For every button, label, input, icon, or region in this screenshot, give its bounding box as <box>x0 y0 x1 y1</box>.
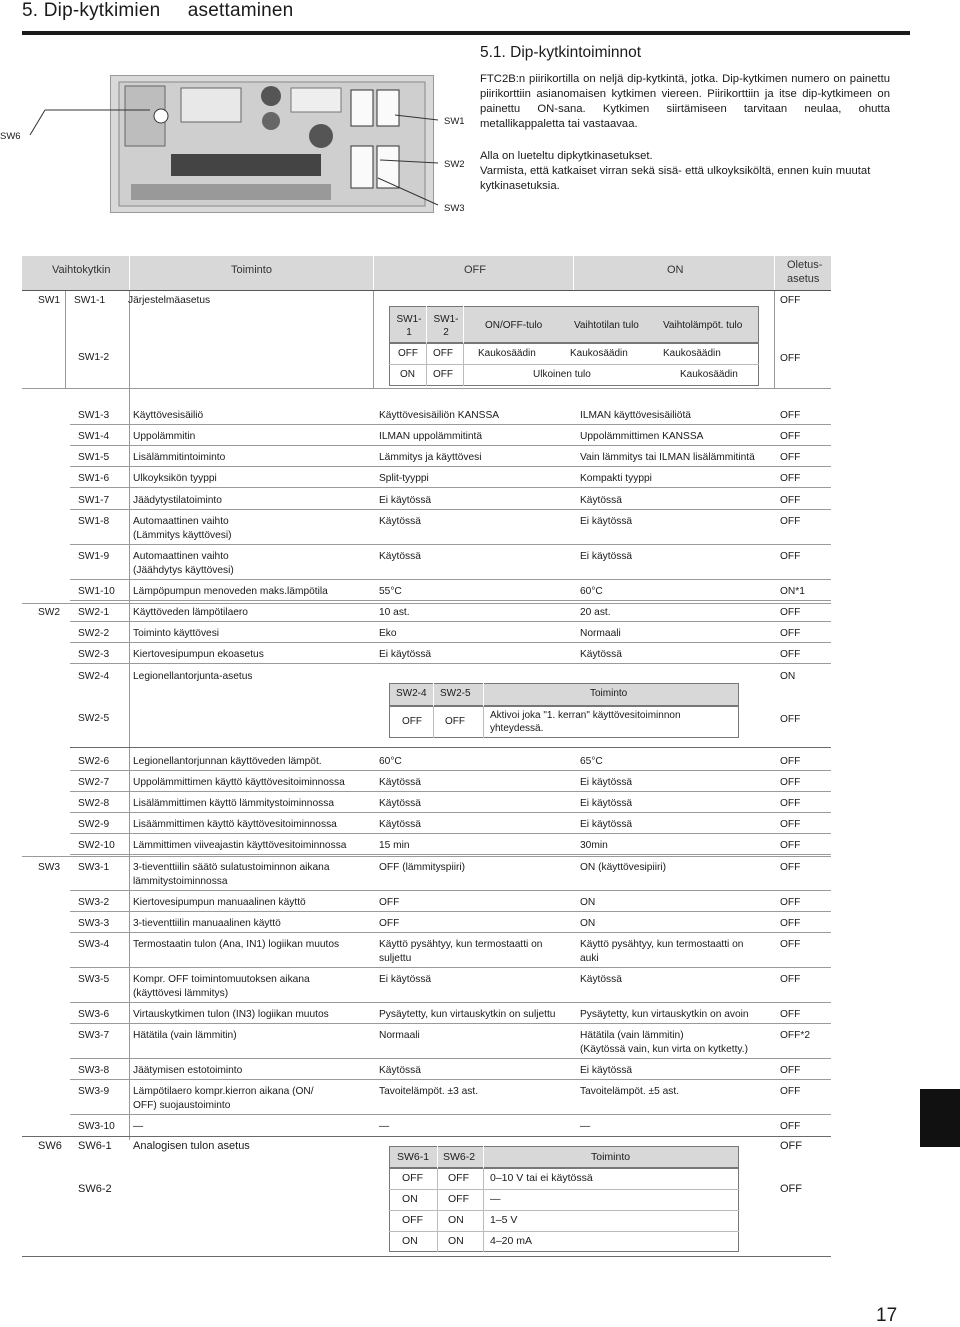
off-value: Käyttö pysähtyy, kun termostaatti on <box>379 939 543 950</box>
sub-h1: SW2-4 <box>396 688 427 699</box>
on-value: 30min <box>580 840 608 851</box>
default-value: OFF <box>780 551 801 562</box>
row-divider <box>70 833 831 834</box>
off-value: Eko <box>379 628 397 639</box>
switch-name: Uppolämmitin <box>133 431 196 442</box>
row-divider <box>70 854 831 855</box>
switch-name: Lämpötilaero kompr.kierron aikana (ON/ <box>133 1086 314 1097</box>
sub-c2: OFF <box>448 1193 469 1205</box>
sub-c2: OFF <box>448 1172 469 1184</box>
on-value: ILMAN käyttövesisäiliötä <box>580 410 691 421</box>
row-divider <box>70 932 831 933</box>
sub-h3: Toiminto <box>591 1151 631 1163</box>
sub-c1: ON <box>402 1193 418 1205</box>
default-value: OFF <box>780 516 801 527</box>
on-value: 65°C <box>580 756 603 767</box>
switch-id: SW3-5 <box>78 974 110 985</box>
switch-id: SW2-8 <box>78 798 110 809</box>
off-value: OFF (lämmityspiiri) <box>379 862 466 873</box>
row-divider <box>70 424 831 425</box>
switch-name: Analogisen tulon asetus <box>133 1140 250 1152</box>
switch-id: SW1-1 <box>74 295 106 306</box>
switch-id: SW1-7 <box>78 495 110 506</box>
switch-name: Kiertovesipumpun manuaalinen käyttö <box>133 897 306 908</box>
sub-c3: 4–20 mA <box>490 1235 533 1247</box>
label-sw6: SW6 <box>0 131 21 142</box>
row-divider <box>70 1079 831 1080</box>
row-divider <box>70 600 831 601</box>
switch-id: SW1-10 <box>78 586 115 597</box>
on-value: ON <box>580 918 596 929</box>
on-value: Vain lämmitys tai ILMAN lisälämmitintä <box>580 452 755 463</box>
default-value: OFF <box>780 862 801 873</box>
off-value: Ei käytössä <box>379 495 432 506</box>
on-value: Ei käytössä <box>580 1065 633 1076</box>
sub-r2c4: Kaukosäädin <box>680 369 738 380</box>
switch-id: SW2-5 <box>78 713 110 724</box>
sub-h3: Toiminto <box>590 688 628 699</box>
on-value: Ei käytössä <box>580 777 633 788</box>
switch-name: — <box>133 1121 144 1132</box>
switch-id: SW3-4 <box>78 939 110 950</box>
default-value: OFF <box>780 607 801 618</box>
switch-default: OFF <box>780 1183 802 1195</box>
switch-id: SW1-4 <box>78 431 110 442</box>
default-value: OFF <box>780 1065 801 1076</box>
on-value: Pysäytetty, kun virtauskytkin on avoin <box>580 1009 749 1020</box>
sub-c3: 1–5 V <box>490 1214 518 1226</box>
row-divider <box>70 812 831 813</box>
section-title: Dip-kytkimien asettaminen <box>43 0 294 21</box>
row-divider <box>70 621 831 622</box>
intro-paragraph-1: FTC2B:n piirikortilla on neljä dip-kytkintä, jotka. Dip-kytkimen numero on painettu piirikorttiin asianomaisen kytkimen viereen. Piirikorttiin ja itse dip-kytkimeen on painettu ON-sana. Kytkimen siirtämiseen tarvitaan neulaa, ohutta metallikappaletta tai vastaavaa. <box>480 73 890 130</box>
off-value: Tavoitelämpöt. ±3 ast. <box>379 1086 479 1097</box>
switch-name-line2: (Lämmitys käyttövesi) <box>133 530 232 541</box>
row-divider <box>70 663 831 664</box>
switch-id: SW2-3 <box>78 649 110 660</box>
switch-name: 3-tieventtiilin manuaalinen käyttö <box>133 918 281 929</box>
off-value-line2: suljettu <box>379 953 412 964</box>
on-value: Tavoitelämpöt. ±5 ast. <box>580 1086 680 1097</box>
switch-default: OFF <box>780 714 801 725</box>
switch-id: SW1-8 <box>78 516 110 527</box>
switch-id: SW1-3 <box>78 410 110 421</box>
switch-id: SW3-9 <box>78 1086 110 1097</box>
row-divider <box>22 603 831 604</box>
default-value: OFF <box>780 974 801 985</box>
off-value: Ei käytössä <box>379 649 432 660</box>
on-value: Käytössä <box>580 649 622 660</box>
switch-id: SW3-7 <box>78 1030 110 1041</box>
row-divider <box>70 487 831 488</box>
row-divider <box>70 890 831 891</box>
switch-id: SW6-1 <box>78 1140 112 1152</box>
sub-r2c1: ON <box>400 369 415 380</box>
chapter-tab <box>920 1089 960 1147</box>
sub-c1: OFF <box>402 1172 423 1184</box>
header-vaihtokytkin: Vaihtokytkin <box>52 264 111 276</box>
on-value: Käyttö pysähtyy, kun termostaatti on <box>580 939 744 950</box>
group-sw1: SW1 <box>38 295 61 306</box>
switch-id: SW1-6 <box>78 473 110 484</box>
header-oletusasetus: Oletus- asetus <box>787 259 823 285</box>
switch-default: OFF <box>780 353 801 364</box>
switch-name: Hätätila (vain lämmitin) <box>133 1030 237 1041</box>
row-divider <box>70 579 831 580</box>
sub-v1: OFF <box>402 716 422 727</box>
on-value-line2: (Käytössä vain, kun virta on kytketty.) <box>580 1044 748 1055</box>
default-value: OFF <box>780 840 801 851</box>
sub-v3: Aktivoi joka "1. kerran" käyttövesitoiminnon yhteydessä. <box>490 710 681 734</box>
switch-id: SW2-4 <box>78 671 110 682</box>
switch-name: Jäätymisen estotoiminto <box>133 1065 243 1076</box>
switch-id: SW2-2 <box>78 628 110 639</box>
row-divider <box>70 911 831 912</box>
on-value: Uppolämmittimen KANSSA <box>580 431 704 442</box>
switch-name: Ulkoyksikön tyyppi <box>133 473 217 484</box>
sub-c2: ON <box>448 1214 464 1226</box>
on-value: Käytössä <box>580 495 622 506</box>
sub-h1: SW1- 1 <box>396 314 422 338</box>
default-value: OFF <box>780 649 801 660</box>
row-divider <box>389 1210 739 1211</box>
switch-name: Lisälämmitintoiminto <box>133 452 226 463</box>
page-number: 17 <box>876 1305 898 1326</box>
row-divider <box>70 544 831 545</box>
default-value: OFF <box>780 897 801 908</box>
default-value: OFF <box>780 495 801 506</box>
section-number: 5. <box>22 0 39 21</box>
sub-r1c5: Kaukosäädin <box>663 348 721 359</box>
label-sw1: SW1 <box>444 116 465 127</box>
on-value: ON <box>580 897 596 908</box>
switch-default: OFF <box>780 295 801 306</box>
sub-c2: ON <box>448 1235 464 1247</box>
off-value: Käytössä <box>379 516 421 527</box>
on-value: Ei käytössä <box>580 819 633 830</box>
sub-c3: 0–10 V tai ei käytössä <box>490 1172 593 1184</box>
switch-name: Käyttövesisäiliö <box>133 410 204 421</box>
on-value: Ei käytössä <box>580 551 633 562</box>
off-value: Split-tyyppi <box>379 473 429 484</box>
subtable-sw6-header <box>389 1146 739 1168</box>
switch-group: SW3 <box>38 862 61 873</box>
on-value: Normaali <box>580 628 621 639</box>
row-divider <box>70 1023 831 1024</box>
sub-h4: Vaihtotilan tulo <box>574 320 639 331</box>
sub-c3: — <box>490 1193 501 1205</box>
default-value: OFF <box>780 1086 801 1097</box>
row-divider <box>70 1002 831 1003</box>
switch-name: Automaattinen vaihto <box>133 516 229 527</box>
row-divider <box>70 1114 831 1115</box>
on-value: Ei käytössä <box>580 516 633 527</box>
table-header <box>22 256 831 290</box>
switch-id: SW2-9 <box>78 819 110 830</box>
off-value: Käytössä <box>379 551 421 562</box>
group-sw6: SW6 <box>38 1140 62 1152</box>
switch-group: SW2 <box>38 607 61 618</box>
on-value: — <box>580 1121 591 1132</box>
row-divider <box>389 1231 739 1232</box>
off-value: ILMAN uppolämmitintä <box>379 431 483 442</box>
sub-r1c3: Kaukosäädin <box>478 348 536 359</box>
on-value: 20 ast. <box>580 607 611 618</box>
sub-h1: SW6-1 <box>397 1151 430 1163</box>
switch-name: Lämmittimen viiveajastin käyttövesitoiminnossa <box>133 840 347 851</box>
switch-name-line2: lämmitystoiminnossa <box>133 876 228 887</box>
switch-id: SW1-5 <box>78 452 110 463</box>
switch-id: SW2-1 <box>78 607 110 618</box>
switch-id: SW3-10 <box>78 1121 115 1132</box>
default-value: OFF <box>780 777 801 788</box>
off-value: 15 min <box>379 840 410 851</box>
default-value: OFF <box>780 1121 801 1132</box>
switch-name: Kompr. OFF toimintomuutoksen aikana <box>133 974 310 985</box>
switch-name: Legionellantorjunta-asetus <box>133 671 253 682</box>
off-value: Normaali <box>379 1030 420 1041</box>
row-divider <box>70 791 831 792</box>
switch-name-line2: (käyttövesi lämmitys) <box>133 988 229 999</box>
switch-name: Järjestelmäasetus <box>128 295 211 306</box>
switch-name: Termostaatin tulon (Ana, IN1) logiikan muutos <box>133 939 340 950</box>
off-value: Lämmitys ja käyttövesi <box>379 452 482 463</box>
sub-r1c2: OFF <box>433 348 453 359</box>
sub-r1c4: Kaukosäädin <box>570 348 628 359</box>
switch-id: SW3-8 <box>78 1065 110 1076</box>
default-value: OFF <box>780 628 801 639</box>
off-value: Käytössä <box>379 777 421 788</box>
switch-id: SW3-2 <box>78 897 110 908</box>
on-value: Hätätila (vain lämmitin) <box>580 1030 684 1041</box>
switch-name: Uppolämmittimen käyttö käyttövesitoiminnossa <box>133 777 345 788</box>
off-value: 55°C <box>379 586 402 597</box>
off-value: Käytössä <box>379 819 421 830</box>
on-value: 60°C <box>580 586 603 597</box>
default-value: OFF <box>780 819 801 830</box>
sub-h2: SW1- 2 <box>433 314 459 338</box>
switch-name: Käyttöveden lämpötilaero <box>133 607 248 618</box>
off-value: — <box>379 1121 390 1132</box>
switch-name-line2: (Jäähdytys käyttövesi) <box>133 565 234 576</box>
on-value-line2: auki <box>580 953 599 964</box>
label-sw2: SW2 <box>444 159 465 170</box>
switch-id: SW1-9 <box>78 551 110 562</box>
header-off: OFF <box>464 264 486 276</box>
switch-id: SW2-10 <box>78 840 115 851</box>
switch-name: Lisäämmittimen käyttö käyttövesitoiminnossa <box>133 819 337 830</box>
switch-name: Toiminto käyttövesi <box>133 628 220 639</box>
default-value: OFF <box>780 918 801 929</box>
switch-name-line2: OFF) suojaustoiminto <box>133 1100 231 1111</box>
switch-id: SW3-1 <box>78 862 110 873</box>
row-divider <box>70 1058 831 1059</box>
switch-name: Lisälämmittimen käyttö lämmitystoiminnossa <box>133 798 334 809</box>
switch-id: SW3-6 <box>78 1009 110 1020</box>
row-divider <box>70 445 831 446</box>
switch-name: 3-tieventtiilin säätö sulatustoiminnon aikana <box>133 862 330 873</box>
row-divider <box>22 856 831 857</box>
default-value: OFF <box>780 756 801 767</box>
off-value: OFF <box>379 918 400 929</box>
sub-h2: SW6-2 <box>443 1151 476 1163</box>
switch-id: SW6-2 <box>78 1183 112 1195</box>
on-value: Kompakti tyyppi <box>580 473 652 484</box>
switch-default: OFF <box>780 1140 802 1152</box>
switch-name: Legionellantorjunnan käyttöveden lämpöt. <box>133 756 322 767</box>
header-on: ON <box>667 264 684 276</box>
row-divider <box>70 509 831 510</box>
intro-paragraph-2: Alla on lueteltu dipkytkinasetukset. Varmista, että katkaiset virran sekä sisä- että ulkoyksiköltä, ennen kuin muutat kytkinasetuksia. <box>480 150 871 192</box>
switch-name: Lämpöpumpun menoveden maks.lämpötila <box>133 586 328 597</box>
default-value: OFF <box>780 473 801 484</box>
switch-name: Virtauskytkimen tulon (IN3) logiikan muutos <box>133 1009 329 1020</box>
default-value: OFF <box>780 452 801 463</box>
sub-c1: ON <box>402 1235 418 1247</box>
default-value: OFF*2 <box>780 1030 811 1041</box>
switch-id: SW1-2 <box>78 352 110 363</box>
default-value: OFF <box>780 431 801 442</box>
sub-h5: Vaihtolämpöt. tulo <box>663 320 743 331</box>
switch-id: SW2-7 <box>78 777 110 788</box>
switch-id: SW3-3 <box>78 918 110 929</box>
switch-default: ON <box>780 671 796 682</box>
sub-c1: OFF <box>402 1214 423 1226</box>
sub-r2c2: OFF <box>433 369 453 380</box>
on-value: Ei käytössä <box>580 798 633 809</box>
row-divider <box>70 642 831 643</box>
on-value: Käytössä <box>580 974 622 985</box>
off-value: Käytössä <box>379 798 421 809</box>
default-value: OFF <box>780 939 801 950</box>
default-value: ON*1 <box>780 586 805 597</box>
row-divider <box>70 770 831 771</box>
off-value: Käyttövesisäiliön KANSSA <box>379 410 500 421</box>
subsection-title: 5.1. Dip-kytkintoiminnot <box>480 44 642 61</box>
on-value: ON (käyttövesipiiri) <box>580 862 667 873</box>
sub-r1c1: OFF <box>398 348 418 359</box>
switch-name: Automaattinen vaihto <box>133 551 229 562</box>
off-value: Ei käytössä <box>379 974 432 985</box>
switch-name: Jäädytystilatoiminto <box>133 495 222 506</box>
off-value: 10 ast. <box>379 607 410 618</box>
switch-name: Kiertovesipumpun ekoasetus <box>133 649 264 660</box>
row-divider <box>389 1189 739 1190</box>
off-value: 60°C <box>379 756 402 767</box>
default-value: OFF <box>780 410 801 421</box>
default-value: OFF <box>780 798 801 809</box>
off-value: Käytössä <box>379 1065 421 1076</box>
sub-h3: ON/OFF-tulo <box>485 320 543 331</box>
default-value: OFF <box>780 1009 801 1020</box>
off-value: OFF <box>379 897 400 908</box>
switch-id: SW2-6 <box>78 756 110 767</box>
row-divider <box>70 967 831 968</box>
sub-h2: SW2-5 <box>440 688 471 699</box>
row-divider <box>70 466 831 467</box>
label-sw3: SW3 <box>444 203 465 214</box>
off-value: Pysäytetty, kun virtauskytkin on suljettu <box>379 1009 556 1020</box>
sub-r2c3: Ulkoinen tulo <box>533 369 591 380</box>
header-toiminto: Toiminto <box>231 264 272 276</box>
figure-callouts <box>0 0 480 240</box>
sub-v2: OFF <box>445 716 465 727</box>
